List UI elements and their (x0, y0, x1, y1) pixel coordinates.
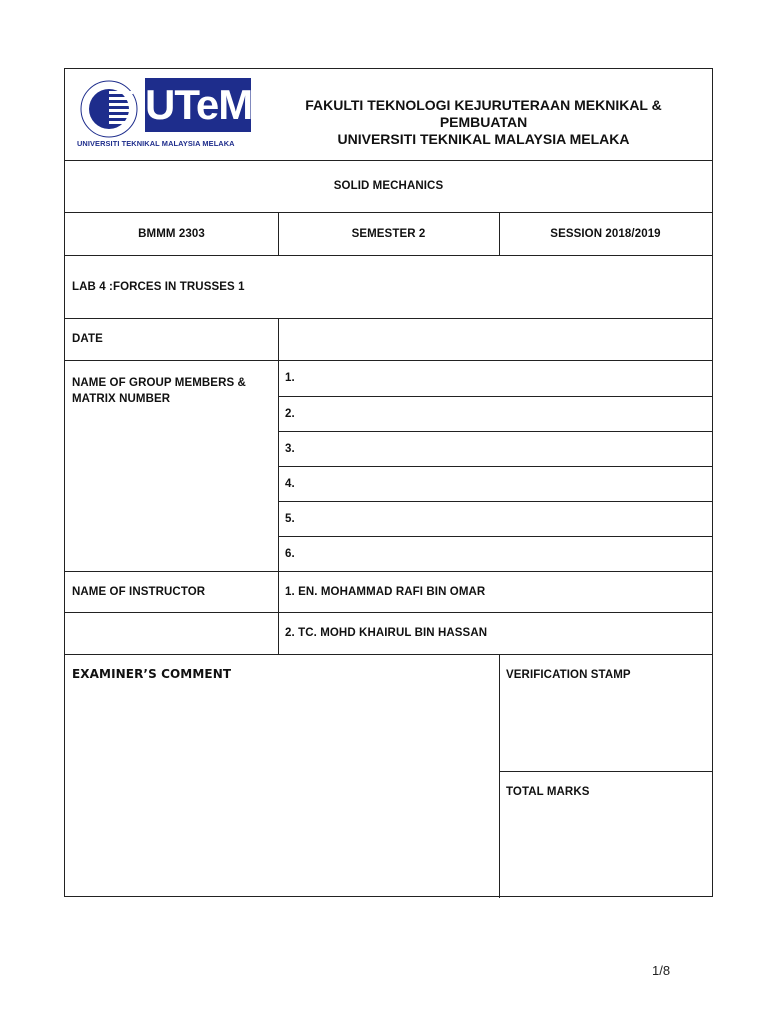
lab-title: LAB 4 :FORCES IN TRUSSES 1 (72, 280, 245, 293)
semester: SEMESTER 2 (351, 227, 426, 240)
faculty-line-1: FAKULTI TEKNOLOGI KEJURUTERAAN MEKNIKAL & (305, 97, 662, 113)
utem-logo (75, 75, 253, 151)
logo-caption: UNIVERSITI TEKNIKAL MALAYSIA MELAKA (77, 139, 235, 148)
instructor-1: 1. EN. MOHAMMAD RAFI BIN OMAR (285, 585, 486, 598)
lab-cover-sheet (64, 68, 713, 897)
course-code: BMMM 2303 (138, 227, 205, 240)
examiner-comment-area[interactable] (65, 689, 499, 897)
instructor-label: NAME OF INSTRUCTOR (72, 585, 206, 598)
total-marks-label: TOTAL MARKS (506, 786, 590, 798)
group-member-slot[interactable]: 1. (285, 372, 295, 384)
date-label: DATE (72, 333, 103, 345)
group-member-slot[interactable]: 6. (285, 547, 295, 560)
header-title (255, 97, 712, 148)
instructor-2: 2. TC. MOHD KHAIRUL BIN HASSAN (285, 627, 488, 639)
examiner-comment-label: EXAMINER’S COMMENT (72, 667, 232, 681)
date-field[interactable] (278, 318, 712, 360)
divider (65, 654, 712, 655)
utem-wordmark: UTeM (145, 78, 251, 132)
divider (499, 771, 712, 772)
group-member-slot[interactable]: 2. (285, 407, 295, 420)
utem-crest-icon (75, 75, 145, 139)
university-name: UNIVERSITI TEKNIKAL MALAYSIA MELAKA (337, 131, 630, 147)
verification-stamp-label: VERIFICATION STAMP (506, 669, 631, 681)
session: SESSION 2018/2019 (550, 227, 661, 240)
faculty-line-2: PEMBUATAN (439, 114, 528, 130)
group-member-slot[interactable]: 5. (285, 512, 295, 525)
group-member-slot[interactable]: 3. (285, 442, 295, 455)
group-member-slot[interactable]: 4. (285, 477, 295, 490)
page-number: 1/8 (652, 963, 671, 978)
group-members-label: NAME OF GROUP MEMBERS & MATRIX NUMBER (72, 377, 246, 405)
course-name: SOLID MECHANICS (333, 180, 444, 192)
divider (499, 654, 500, 898)
